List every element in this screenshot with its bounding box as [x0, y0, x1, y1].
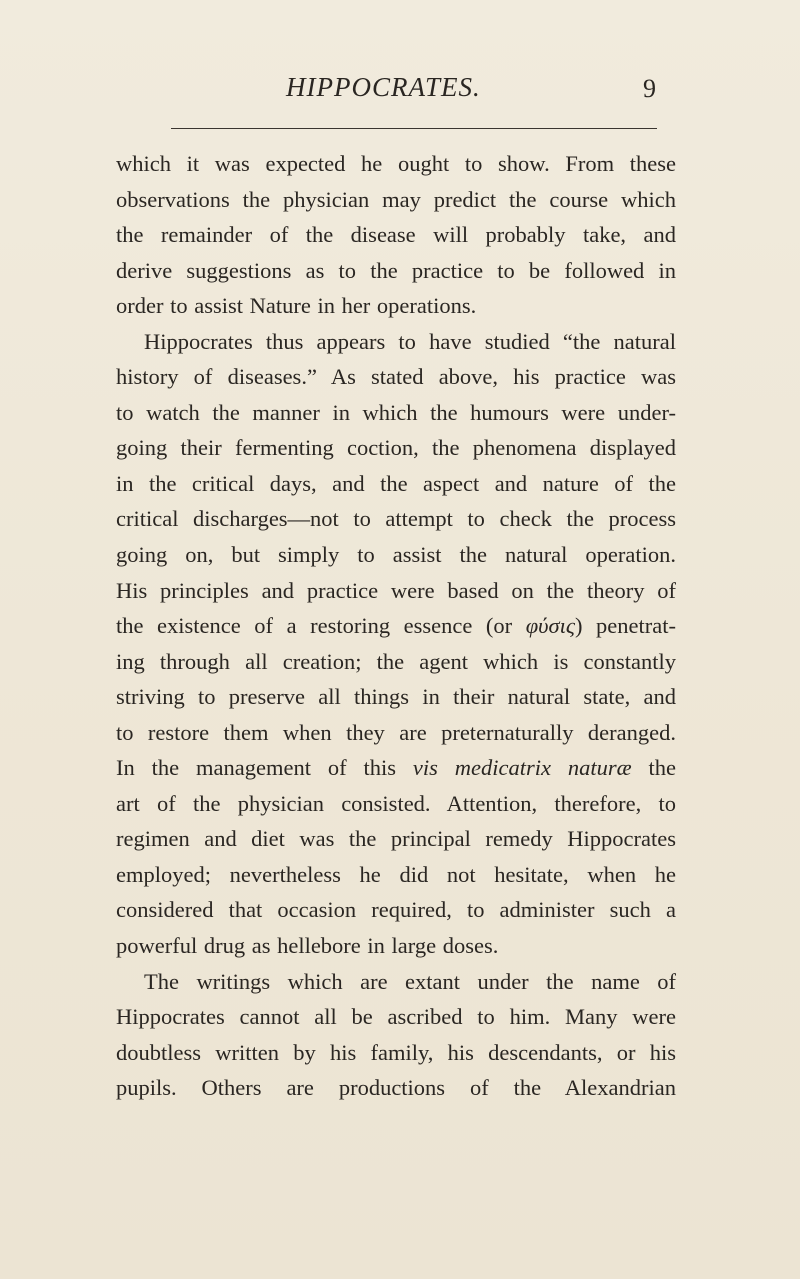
text-line: going on, but simply to assist the natural operation.	[116, 542, 676, 568]
text-line: employed; nevertheless he did not hesitate, when he	[116, 861, 676, 887]
running-head	[0, 70, 800, 110]
running-title: HIPPOCRATES.	[286, 72, 481, 102]
text-line: considered that occasion required, to administer such a	[116, 897, 676, 923]
paragraph-end-line: order to assist Nature in her operations.	[116, 293, 477, 319]
text-line: pupils. Others are productions of the Alexandrian	[116, 1075, 676, 1101]
text-line: art of the physician consisted. Attention, therefore, to	[116, 790, 676, 816]
text-line: striving to preserve all things in their natural state, and	[116, 684, 676, 710]
text-line: doubtless written by his family, his descendants, or his	[116, 1039, 676, 1065]
text-line: observations the physician may predict the course which	[116, 186, 676, 212]
text-line: In the management of this vis medicatrix naturæ the	[116, 755, 676, 781]
paragraph-start-line: The writings which are extant under the name of	[144, 968, 676, 994]
text-line: regimen and diet was the principal remedy Hippocrates	[116, 826, 676, 852]
text-line: derive suggestions as to the practice to be followed in	[116, 257, 676, 283]
text-line: in the critical days, and the aspect and nature of the	[116, 470, 676, 496]
page-number: 9	[643, 74, 656, 103]
text-line: the existence of a restoring essence (or φύσις) penetrat-	[116, 613, 676, 639]
latin-phrase: vis medicatrix naturæ	[412, 755, 632, 781]
text-line: the remainder of the disease will probably take, and	[116, 222, 676, 248]
text-line: His principles and practice were based on the theory of	[116, 577, 676, 603]
text-line: to restore them when they are preternaturally deranged.	[116, 719, 676, 745]
body-text	[116, 146, 676, 1106]
text-line: going their fermenting coction, the phenomena displayed	[116, 435, 676, 461]
paragraph-end-line: powerful drug as hellebore in large doses.	[116, 933, 499, 959]
header-rule	[171, 128, 657, 129]
text-line: which it was expected he ought to show. From these	[116, 151, 676, 176]
text-line: to watch the manner in which the humours were under-	[116, 399, 676, 425]
greek-word-physis: φύσις	[525, 613, 575, 639]
text-line: critical discharges—not to attempt to check the process	[116, 506, 676, 532]
text-line: ing through all creation; the agent which is constantly	[116, 648, 676, 674]
text-line: Hippocrates cannot all be ascribed to him. Many were	[116, 1004, 676, 1030]
text-line: history of diseases.” As stated above, his practice was	[116, 364, 676, 390]
paragraph-start-line: Hippocrates thus appears to have studied “the natural	[144, 328, 676, 354]
